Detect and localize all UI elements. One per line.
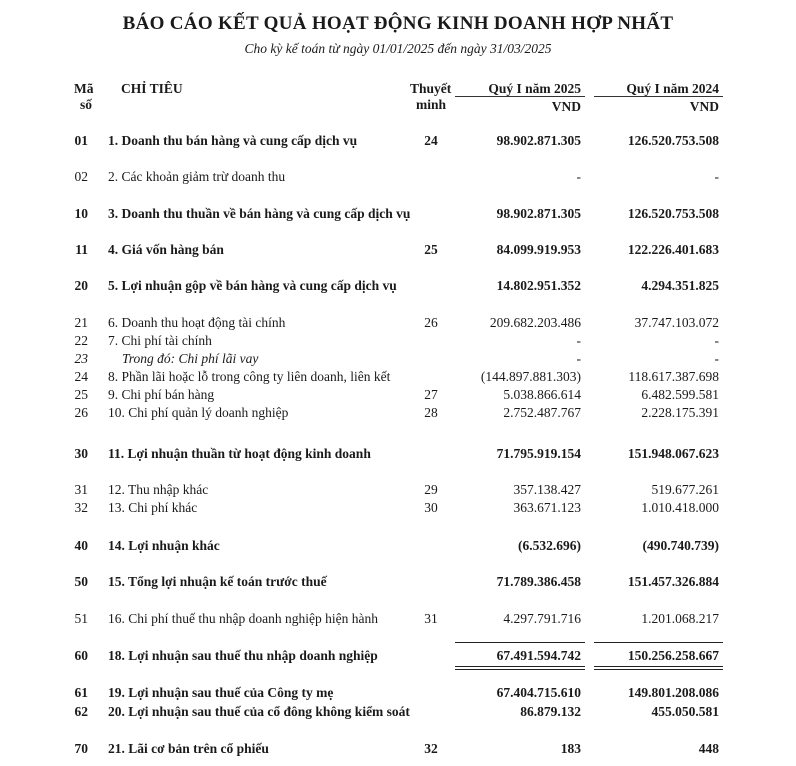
row-value-2024: 149.801.208.086 — [627, 685, 719, 700]
row-value-2025: - — [576, 333, 581, 348]
row-value-2024: - — [714, 169, 719, 184]
row-value-2025: (144.897.881.303) — [480, 369, 581, 384]
row-note: 28 — [424, 405, 438, 420]
total-double-rule-2025-a — [455, 666, 585, 667]
table-row — [0, 351, 796, 367]
table-row — [0, 206, 796, 222]
row-value-2025: 183 — [560, 741, 581, 756]
row-note: 25 — [424, 242, 438, 257]
row-value-2024: 1.201.068.217 — [641, 611, 719, 626]
row-label: 1. Doanh thu bán hàng và cung cấp dịch vụ — [108, 133, 358, 148]
total-rule-2025 — [455, 642, 585, 643]
table-row — [0, 242, 796, 258]
row-value-2024: 126.520.753.508 — [627, 206, 719, 221]
row-label: 5. Lợi nhuận gộp về bán hàng và cung cấp dịch vụ — [108, 278, 397, 293]
row-code: 23 — [74, 351, 88, 366]
header-note-line2: minh — [416, 97, 447, 112]
report-subtitle: Cho kỳ kế toán từ ngày 01/01/2025 đến ngày 31/03/2025 — [244, 41, 552, 56]
header-code-line2: số — [80, 97, 93, 112]
row-value-2024: 126.520.753.508 — [627, 133, 719, 148]
row-value-2025: 67.404.715.610 — [496, 685, 581, 700]
row-code: 51 — [74, 611, 88, 626]
row-code: 24 — [74, 369, 88, 384]
row-value-2024: 150.256.258.667 — [627, 648, 719, 663]
table-row — [0, 500, 796, 516]
row-label: 10. Chi phí quản lý doanh nghiệp — [108, 405, 289, 420]
row-value-2024: 37.747.103.072 — [634, 315, 719, 330]
row-label: 6. Doanh thu hoạt động tài chính — [108, 315, 286, 330]
row-value-2024: 151.457.326.884 — [627, 574, 719, 589]
row-value-2025: 14.802.951.352 — [496, 278, 581, 293]
row-value-2024: 118.617.387.698 — [628, 369, 719, 384]
row-code: 70 — [74, 741, 88, 756]
row-label: 7. Chi phí tài chính — [108, 333, 212, 348]
row-value-2025: 98.902.871.305 — [496, 133, 581, 148]
total-double-rule-2025-b — [455, 669, 585, 670]
row-label: 18. Lợi nhuận sau thuế thu nhập doanh nghiệp — [108, 648, 378, 663]
total-double-rule-2024-a — [594, 666, 723, 667]
table-row — [0, 278, 796, 294]
row-value-2025: 5.038.866.614 — [503, 387, 581, 402]
total-double-rule-2024-b — [594, 669, 723, 670]
row-code: 25 — [74, 387, 88, 402]
header-underline-2024 — [594, 96, 723, 97]
row-value-2024: 151.948.067.623 — [627, 446, 719, 461]
row-label: 14. Lợi nhuận khác — [108, 538, 220, 553]
row-value-2025: - — [576, 169, 581, 184]
row-note: 30 — [424, 500, 438, 515]
table-row — [0, 133, 796, 149]
row-code: 26 — [74, 405, 88, 420]
row-code: 20 — [74, 278, 88, 293]
table-row — [0, 538, 796, 554]
row-label: 2. Các khoản giảm trừ doanh thu — [108, 169, 286, 184]
row-value-2025: 84.099.919.953 — [496, 242, 581, 257]
header-currency-2025: VND — [551, 99, 581, 114]
table-row — [0, 611, 796, 627]
table-row — [0, 405, 796, 421]
table-row — [0, 446, 796, 462]
row-value-2025: 71.789.386.458 — [496, 574, 581, 589]
row-code: 10 — [74, 206, 88, 221]
row-code: 11 — [75, 242, 88, 257]
row-value-2025: 363.671.123 — [513, 500, 581, 515]
row-note: 29 — [424, 482, 438, 497]
row-value-2025: 71.795.919.154 — [496, 446, 581, 461]
row-value-2024: - — [714, 333, 719, 348]
row-label: 20. Lợi nhuận sau thuế của cổ đông không kiểm soát — [108, 704, 410, 719]
report-title: BÁO CÁO KẾT QUẢ HOẠT ĐỘNG KINH DOANH HỢP NHẤT — [122, 13, 674, 34]
row-note: 26 — [424, 315, 438, 330]
table-row — [0, 315, 796, 331]
row-value-2024: - — [714, 351, 719, 366]
header-item: CHỈ TIÊU — [121, 81, 183, 96]
row-value-2025: 86.879.132 — [520, 704, 581, 719]
header-period-2025: Quý I năm 2025 — [488, 81, 581, 96]
row-note: 31 — [424, 611, 438, 626]
row-value-2024: 2.228.175.391 — [641, 405, 719, 420]
row-code: 50 — [74, 574, 88, 589]
row-value-2025: 67.491.594.742 — [496, 648, 581, 663]
row-value-2025: - — [576, 351, 581, 366]
row-label: Trong đó: Chi phí lãi vay — [122, 351, 259, 366]
row-code: 40 — [74, 538, 88, 553]
row-note: 24 — [424, 133, 438, 148]
header-underline-2025 — [455, 96, 585, 97]
table-row — [0, 369, 796, 385]
row-label: 4. Giá vốn hàng bán — [108, 242, 224, 257]
table-row — [0, 387, 796, 403]
row-value-2025: 357.138.427 — [513, 482, 581, 497]
row-label: 13. Chi phí khác — [108, 500, 198, 515]
row-code: 60 — [74, 648, 88, 663]
row-code: 31 — [74, 482, 88, 497]
table-row — [0, 648, 796, 664]
table-row — [0, 482, 796, 498]
total-rule-2024 — [594, 642, 723, 643]
row-value-2024: 455.050.581 — [651, 704, 719, 719]
header-note-line1: Thuyết — [410, 81, 452, 96]
header-currency-2024: VND — [689, 99, 719, 114]
row-value-2025: 98.902.871.305 — [496, 206, 581, 221]
row-value-2024: 4.294.351.825 — [641, 278, 719, 293]
table-row — [0, 169, 796, 185]
row-label: 19. Lợi nhuận sau thuế của Công ty mẹ — [108, 685, 334, 700]
table-row — [0, 333, 796, 349]
row-label: 9. Chi phí bán hàng — [108, 387, 215, 402]
row-label: 16. Chi phí thuế thu nhập doanh nghiệp hiện hành — [108, 611, 378, 626]
table-row — [0, 574, 796, 590]
row-note: 32 — [424, 741, 438, 756]
row-code: 30 — [74, 446, 88, 461]
row-code: 32 — [74, 500, 88, 515]
row-label: 15. Tổng lợi nhuận kế toán trước thuế — [108, 574, 327, 589]
row-label: 12. Thu nhập khác — [108, 482, 209, 497]
row-code: 02 — [74, 169, 88, 184]
row-code: 62 — [74, 704, 88, 719]
header-period-2024: Quý I năm 2024 — [626, 81, 719, 96]
row-label: 11. Lợi nhuận thuần từ hoạt động kinh doanh — [108, 446, 371, 461]
row-label: 8. Phần lãi hoặc lỗ trong công ty liên doanh, liên kết — [108, 369, 391, 384]
row-value-2025: 209.682.203.486 — [489, 315, 581, 330]
row-value-2025: 2.752.487.767 — [503, 405, 581, 420]
row-value-2024: 1.010.418.000 — [641, 500, 719, 515]
row-note: 27 — [424, 387, 438, 402]
table-row — [0, 704, 796, 720]
row-value-2024: 519.677.261 — [651, 482, 719, 497]
row-value-2024: (490.740.739) — [642, 538, 719, 553]
row-value-2024: 122.226.401.683 — [627, 242, 719, 257]
row-code: 61 — [74, 685, 88, 700]
row-value-2024: 448 — [698, 741, 719, 756]
table-row — [0, 685, 796, 701]
row-code: 22 — [74, 333, 88, 348]
table-row — [0, 741, 796, 757]
row-label: 21. Lãi cơ bản trên cổ phiếu — [108, 741, 269, 756]
row-value-2024: 6.482.599.581 — [641, 387, 719, 402]
row-code: 01 — [74, 133, 88, 148]
header-code-line1: Mã — [74, 81, 94, 96]
row-value-2025: (6.532.696) — [518, 538, 581, 553]
row-label: 3. Doanh thu thuần về bán hàng và cung cấp dịch vụ — [108, 206, 411, 221]
row-value-2025: 4.297.791.716 — [503, 611, 581, 626]
row-code: 21 — [74, 315, 88, 330]
